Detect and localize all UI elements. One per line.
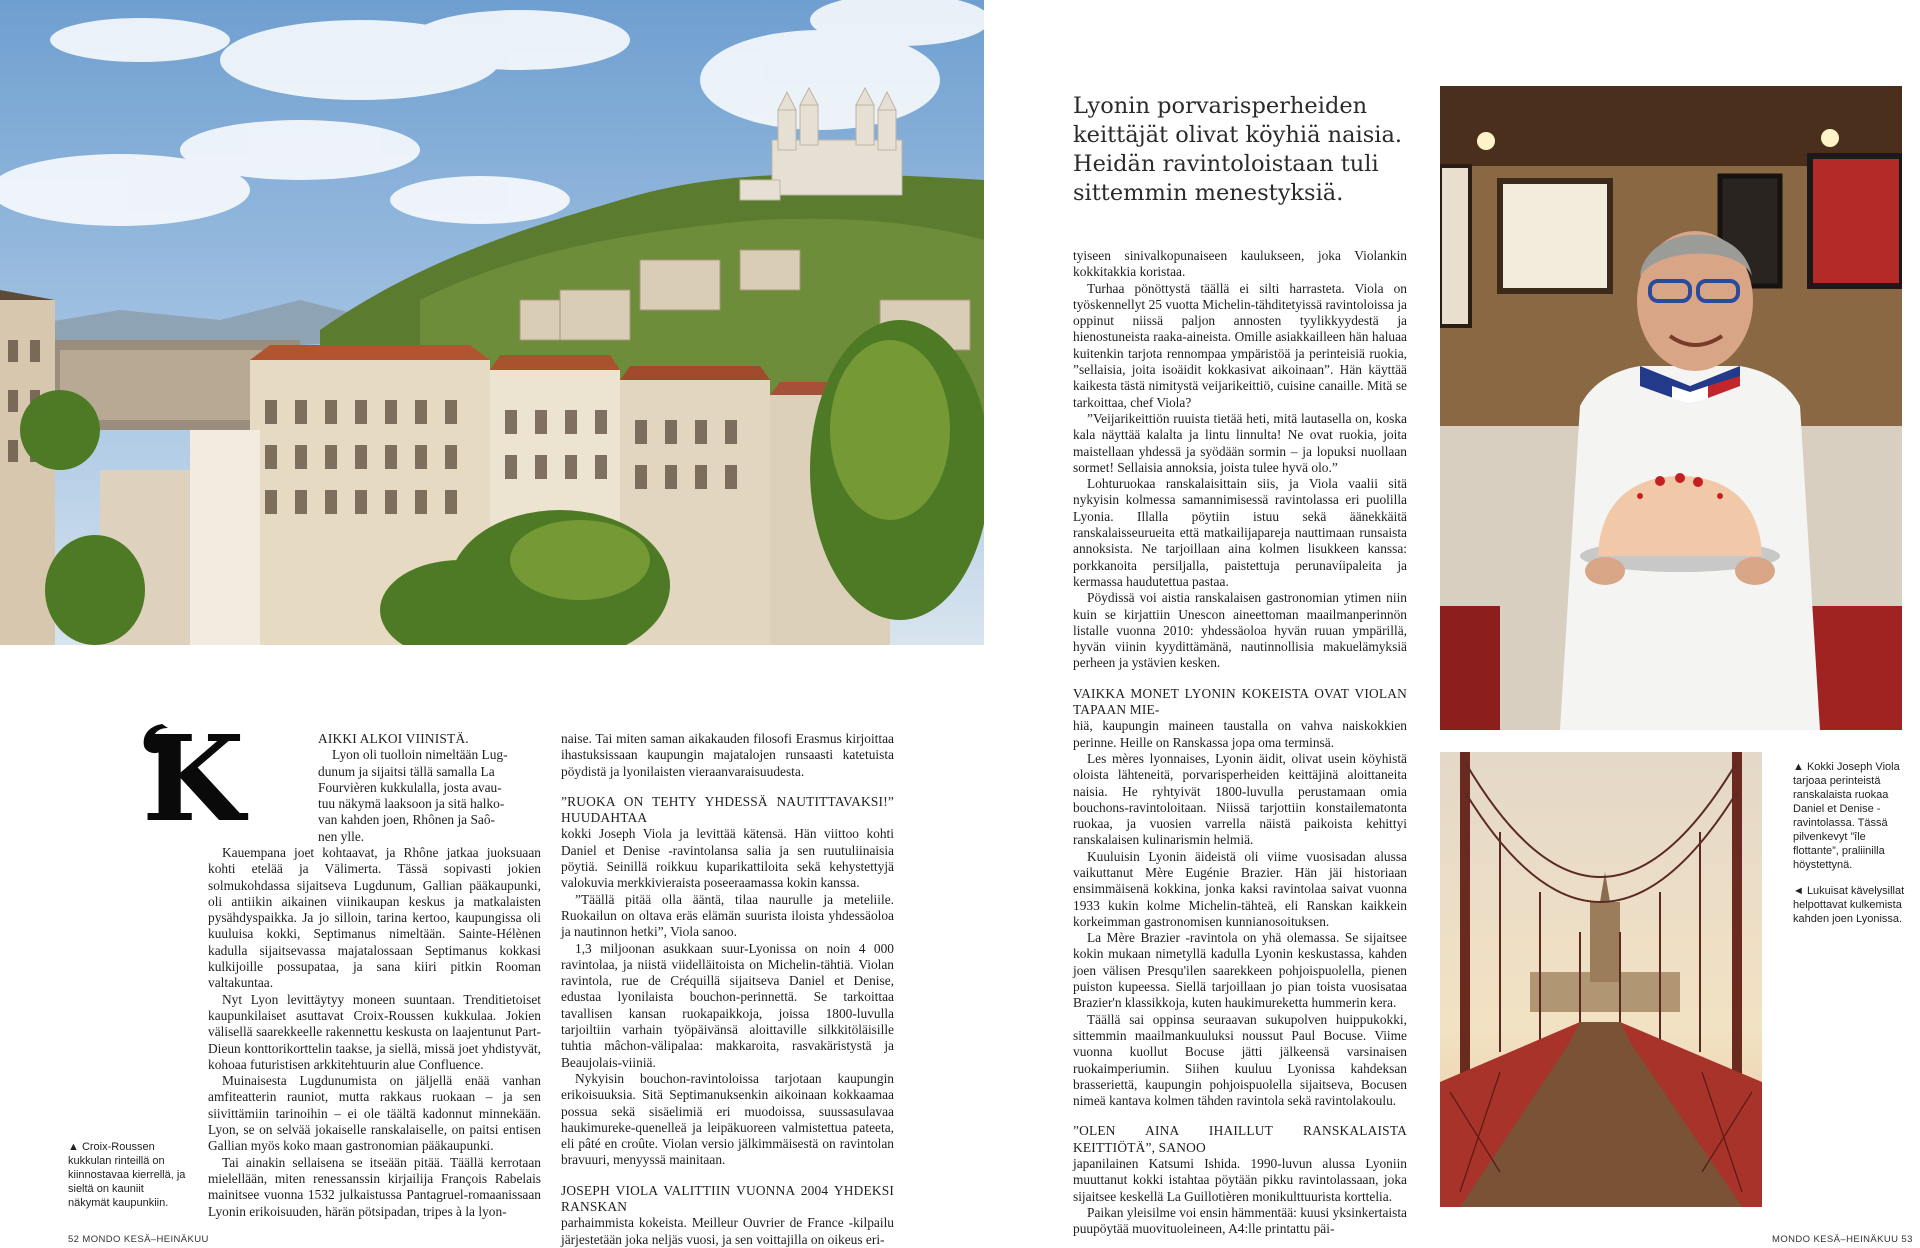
caption-right: [1793, 760, 1910, 938]
caption-text: ▲ Croix-Roussen kukkulan rinteillä on kiinnostavaa kierrellä, ja sieltä on kauniit näkymät kaupunkiin.: [68, 1141, 186, 1209]
paragraph: Kauempana joet kohtaavat, ja Rhône jatkaa juoksuaan kohti etelää ja Välimerta. Tässä sopivasti jokien solmukohdassa sijaitseva Lugdunum, Gallian pääkaupunki, oli antiikin aikainen viinikaupan keskus ja matkalaisten pysähdyspaikka. Ja jo silloin, tarina kertoo, kaupungissa oli kuuluisa kokki, Septimanus nimeltään. Sainte-Hélènen kadulla sijaitsevassa majatalossaan Septimanus kokkasi kulkijoille possupataa, ja sana kiiri pitkin Rooman valtakuntaa.: [208, 845, 541, 991]
paragraph: Nykyisin bouchon-ravintoloissa tarjotaan kaupungin erikoisuuksia. Sitä Septimanuksenkin aikoinaan kokkaamaa possua sekä sisäelimiä eri muodoissa, suussasulavaa haukimureke-quenelleä ja leipäkuoreen valmistettua pateeta, eli pâté en croûte. Violan versio jälkimmäisestä on ravintolan bravuuri, menyyssä mainitaan.: [561, 1070, 894, 1168]
chef-photo-illustration: [1440, 86, 1902, 730]
paragraph: Tai ainakin sellaisena se itseään pitää. Täällä kerrotaan mielellään, miten renessanssin kirjailija François Rabelais mainitsee vuonna 1532 julkaistussa Pantagruel-romaanissaan Lyonin erikoisuuden, härän pötsipadan, tripes à la lyon-: [208, 1154, 541, 1219]
city-photo: [0, 0, 984, 645]
opening-line: AIKKI ALKOI VIINISTÄ.: [318, 731, 469, 746]
opening-line: Fourvièren kukkulalla, josta avau-: [318, 779, 502, 795]
paragraph: Turhaa pönöttystä täällä ei silti harrasteta. Viola on työskennellyt 25 vuotta Michelin-tähditetyissä ravintoloissa ja oppinut niissä paljon annosten tyylikkyydestä ja hienostuneista raaka-aineista. Omille asiakkailleen hän haluaa kuitenkin tarjota rennompaa ympäristöä ja perinteisiä ruokia, ”sellaisia, joita isoäidit kokkasivat aikoinaan”. Hän käyttää kaikesta tästä nimitystä veijarikeittiö, cuisine canaille. Mitä se tarkoittaa, chef Viola?: [1073, 280, 1407, 410]
section-kicker: ”RUOKA ON TEHTY YHDESSÄ NAUTITTAVAKSI!” HUUDAHTAA: [561, 793, 894, 826]
folio-right: MONDO KESÄ–HEINÄKUU 53: [1772, 1234, 1913, 1245]
caption-left: [68, 1140, 186, 1222]
section-kicker: JOSEPH VIOLA VALITTIIN VUONNA 2004 YHDEKSI RANSKAN: [561, 1182, 894, 1215]
section-kicker: VAIKKA MONET LYONIN KOKEISTA OVAT VIOLAN TAPAAN MIE-: [1073, 685, 1407, 718]
dropcap-lines: [318, 731, 541, 845]
caption-text: ◄ Lukuisat kävelysillat helpottavat kulkemista kahden joen Lyonissa.: [1793, 885, 1905, 925]
caption-text: ▲ Kokki Joseph Viola tarjoaa perinteistä ranskalaista ruokaa Daniel et Denise -ravintolassa. Tässä pilvenkevyt ”île flottante”, praliinilla höystettynä.: [1793, 761, 1900, 871]
paragraph: hiä, kaupungin maineen taustalla on vahva naiskokkien perinne. Heille on Ranskassa jopa oma terminsä.: [1073, 718, 1407, 750]
opening-line: Lyon oli tuolloin nimeltään Lug-: [332, 747, 508, 763]
section-kicker: ”OLEN AINA IHAILLUT RANSKALAISTA KEITTIÖTÄ”, SANOO: [1073, 1123, 1407, 1155]
paragraph: Täällä sai oppinsa seuraavan sukupolven huippukokki, sittemmin maailmankuuluksi noussut Paul Bocuse. Viime vuonna kuollut Bocuse jätti jälkeensä varsinaisen ruokaimperiumin. Siihen kuuluu Lyonissa kahdeksan brasseriettä, kaupungin pohjoispuolella sijaitseva, Bocusen nimeä kantava kolmen tähden ravintola sekä ravintolakoulu.: [1073, 1011, 1407, 1109]
pull-quote: Lyonin porvarisperheiden keittäjät olivat köyhiä naisia. Heidän ravintoloistaan tuli sittemmin menestyksiä.: [1073, 93, 1403, 206]
opening-line: tuu näkymä laaksoon ja sitä halko-: [318, 796, 505, 812]
bridge-photo-illustration: [1440, 752, 1762, 1207]
paragraph: Kuuluisin Lyonin äideistä oli viime vuosisadan alussa vaikuttanut Mère Eugénie Brazier. Hän jäi historiaan ensimmäisenä kokkina, jonka kaksi ravintolaa saivat vuonna 1933 kukin kolme Michelin-tähteä, eli Ranskan kaikkein korkeimman gastronomisen kunnianosoituksen.: [1073, 848, 1407, 929]
article-column-3: [1073, 248, 1407, 1238]
paragraph: Pöydissä voi aistia ranskalaisen gastronomian ytimen niin kuin se kirjattiin Unescon aineettoman maailmanperinnön listalle vuonna 2010: yhdessäoloa hyvän ruuan ympärillä, hyvän viinin kyydittämänä, nautinnollisia makuelämyksiä perheen ja ystävien kesken.: [1073, 590, 1407, 671]
opening-line: nen ylle.: [318, 828, 365, 844]
paragraph: japanilainen Katsumi Ishida. 1990-luvun alussa Lyoniin muuttanut kokki istahtaa pöytään pikku ravintolassaan, joka sijaitsee keskellä La Guillotièren monikulttuurista korttelia.: [1073, 1156, 1407, 1204]
folio-left: 52 MONDO KESÄ–HEINÄKUU: [68, 1234, 209, 1245]
paragraph: Paikan yleisilme voi ensin hämmentää: kuusi yksinkertaista puupöytää muovituoleineen, A4:lle printattu päi-: [1073, 1204, 1407, 1237]
bridge-photo: [1440, 752, 1762, 1207]
paragraph: 1,3 miljoonan asukkaan suur-Lyonissa on noin 4 000 ravintolaa, ja niistä viidelläitoista on Michelin-tähtiä. Violan ravintola, rue de Créquillä sijaitseva Daniel et Denise, edustaa lyonilaista bouchon-perinnettä. Se tarkoittaa tavallisen kansan ruokapaikkoja, joissa 1800-luvulla tarjoiltiin varhain työpäivänsä aloittaville silkkitöläisille tuhtia mâchon-välipalaa: makkaroita, rasvakäristystä ja Beaujolais-viiniä.: [561, 940, 894, 1070]
paragraph: Muinaisesta Lugdunumista on jäljellä enää vanhan amfiteatterin rauniot, mutta rakkaus ruokaan – ja sen siivittämiin tarinoihin – ei ole täältä kadonnut minnekään. Lyon, se on selvää jokaiselle ranskalaiselle, on paitsi entisen Gallian myös koko maan gastronomian pääkaupunki.: [208, 1073, 541, 1154]
article-column-1: [208, 845, 541, 1220]
paragraph: ”Täällä pitää olla ääntä, tilaa naurulle ja meteliile. Ruokailun on oltava eräs elämän suurista iloista yhdessäoloa ja nautinnon hetki”, Viola sanoo.: [561, 891, 894, 940]
paragraph: La Mère Brazier -ravintola on yhä olemassa. Se sijaitsee kokin mukaan nimetyllä kadulla Lyonin keskustassa, kahden joen välisen Presqu'ilen saarekkeen pohjoispuolella, pienen puiston kupeessa. Siellä tarjoillaan jo pian toista vuosisataa Brazier'n klassikkoja, kuten haukimureketta hummerin kera.: [1073, 930, 1407, 1011]
paragraph: Lohturuokaa ranskalaisittain siis, ja Viola vaalii sitä nykyisin kolmessa samannimisessä ravintolassa eri puolilla Lyonia. Illalla pöytiin istuu sekä äänekkäitä ranskalaisseurueita että matkailijapareja nauttimaan runsaista annoksista. Ne tarjoillaan aina kolmen lisukkeen kanssa: porkkanoita persiljalla, paistettuja perunavíipaleita ja kermassa haudutettua pastaa.: [1073, 476, 1407, 589]
opening-line: van kahden joen, Rhônen ja Saô-: [318, 812, 496, 828]
paragraph: Les mères lyonnaises, Lyonin äidit, olivat usein köyhistä oloista lähteneitä, porvarisperheiden keittäjinä aloittaneita naisia. He ryhtyivät 1800-luvulla perustamaan omia bouchons-ravintoloitaan. Niissä tarjottiin konstailematonta ruokaa, ja vuosien varrella näistä paikoista kehittyi ranskalaisen kulinarismin helmiä.: [1073, 750, 1407, 848]
paragraph: kokki Joseph Viola ja levittää kätensä. Hän viittoo kohti Daniel et Denise -ravintolansa salia ja sen ruutuliinaisia pöytiä. Seinillä roikkuu kuparikattiloita sekä kehystettyjä valokuvia merkkivieraista poseeraamassa kokin kanssa.: [561, 826, 894, 891]
opening-line: dunum ja sijaitsi tällä samalla La: [318, 763, 495, 779]
paragraph: parhaimmista kokeista. Meilleur Ouvrier de France -kilpailu järjestetään joka neljäs vuosi, ja sen voittajilla on oikeus eri-: [561, 1215, 894, 1247]
chef-photo: [1440, 86, 1902, 730]
paragraph: naise. Tai miten saman aikakauden filosofi Erasmus kirjoittaa ihastuksissaan kaupungin majatalojen runsaasti katetuista pöydistä ja lyonilaisten vieraanvaraisuudesta.: [561, 731, 894, 779]
city-photo-illustration: [0, 0, 984, 645]
paragraph: tyiseen sinivalkopunaiseen kaulukseen, joka Violankin kokkitakkia koristaa.: [1073, 248, 1407, 280]
paragraph: ”Veijarikeittiön ruuista tietää heti, mitä lautasella on, koska kala näyttää kalalta ja lintu linnulta! Ne ovat ruokia, joita maistellaan yhdessä ja syödään sormin – ja lopuksi nuollaan sormet! Sellaisia annoksia, joista tulee hyvä olo.”: [1073, 410, 1407, 475]
dropcap-letter: K: [142, 709, 245, 848]
paragraph: Nyt Lyon levittäytyy moneen suuntaan. Trenditietoiset kaupunkilaiset asuttavat Croix-Roussen kukkulaa. Jokien välisellä saarekkeelle rakennettu keskusta on laajentunut Part-Dieun konttorikorttelin taakse, ja siellä, missä joet yhdistyvät, kohoaa futuristisen arkkitehtuurin alue Confluence.: [208, 991, 541, 1072]
article-column-2: [561, 731, 894, 1248]
